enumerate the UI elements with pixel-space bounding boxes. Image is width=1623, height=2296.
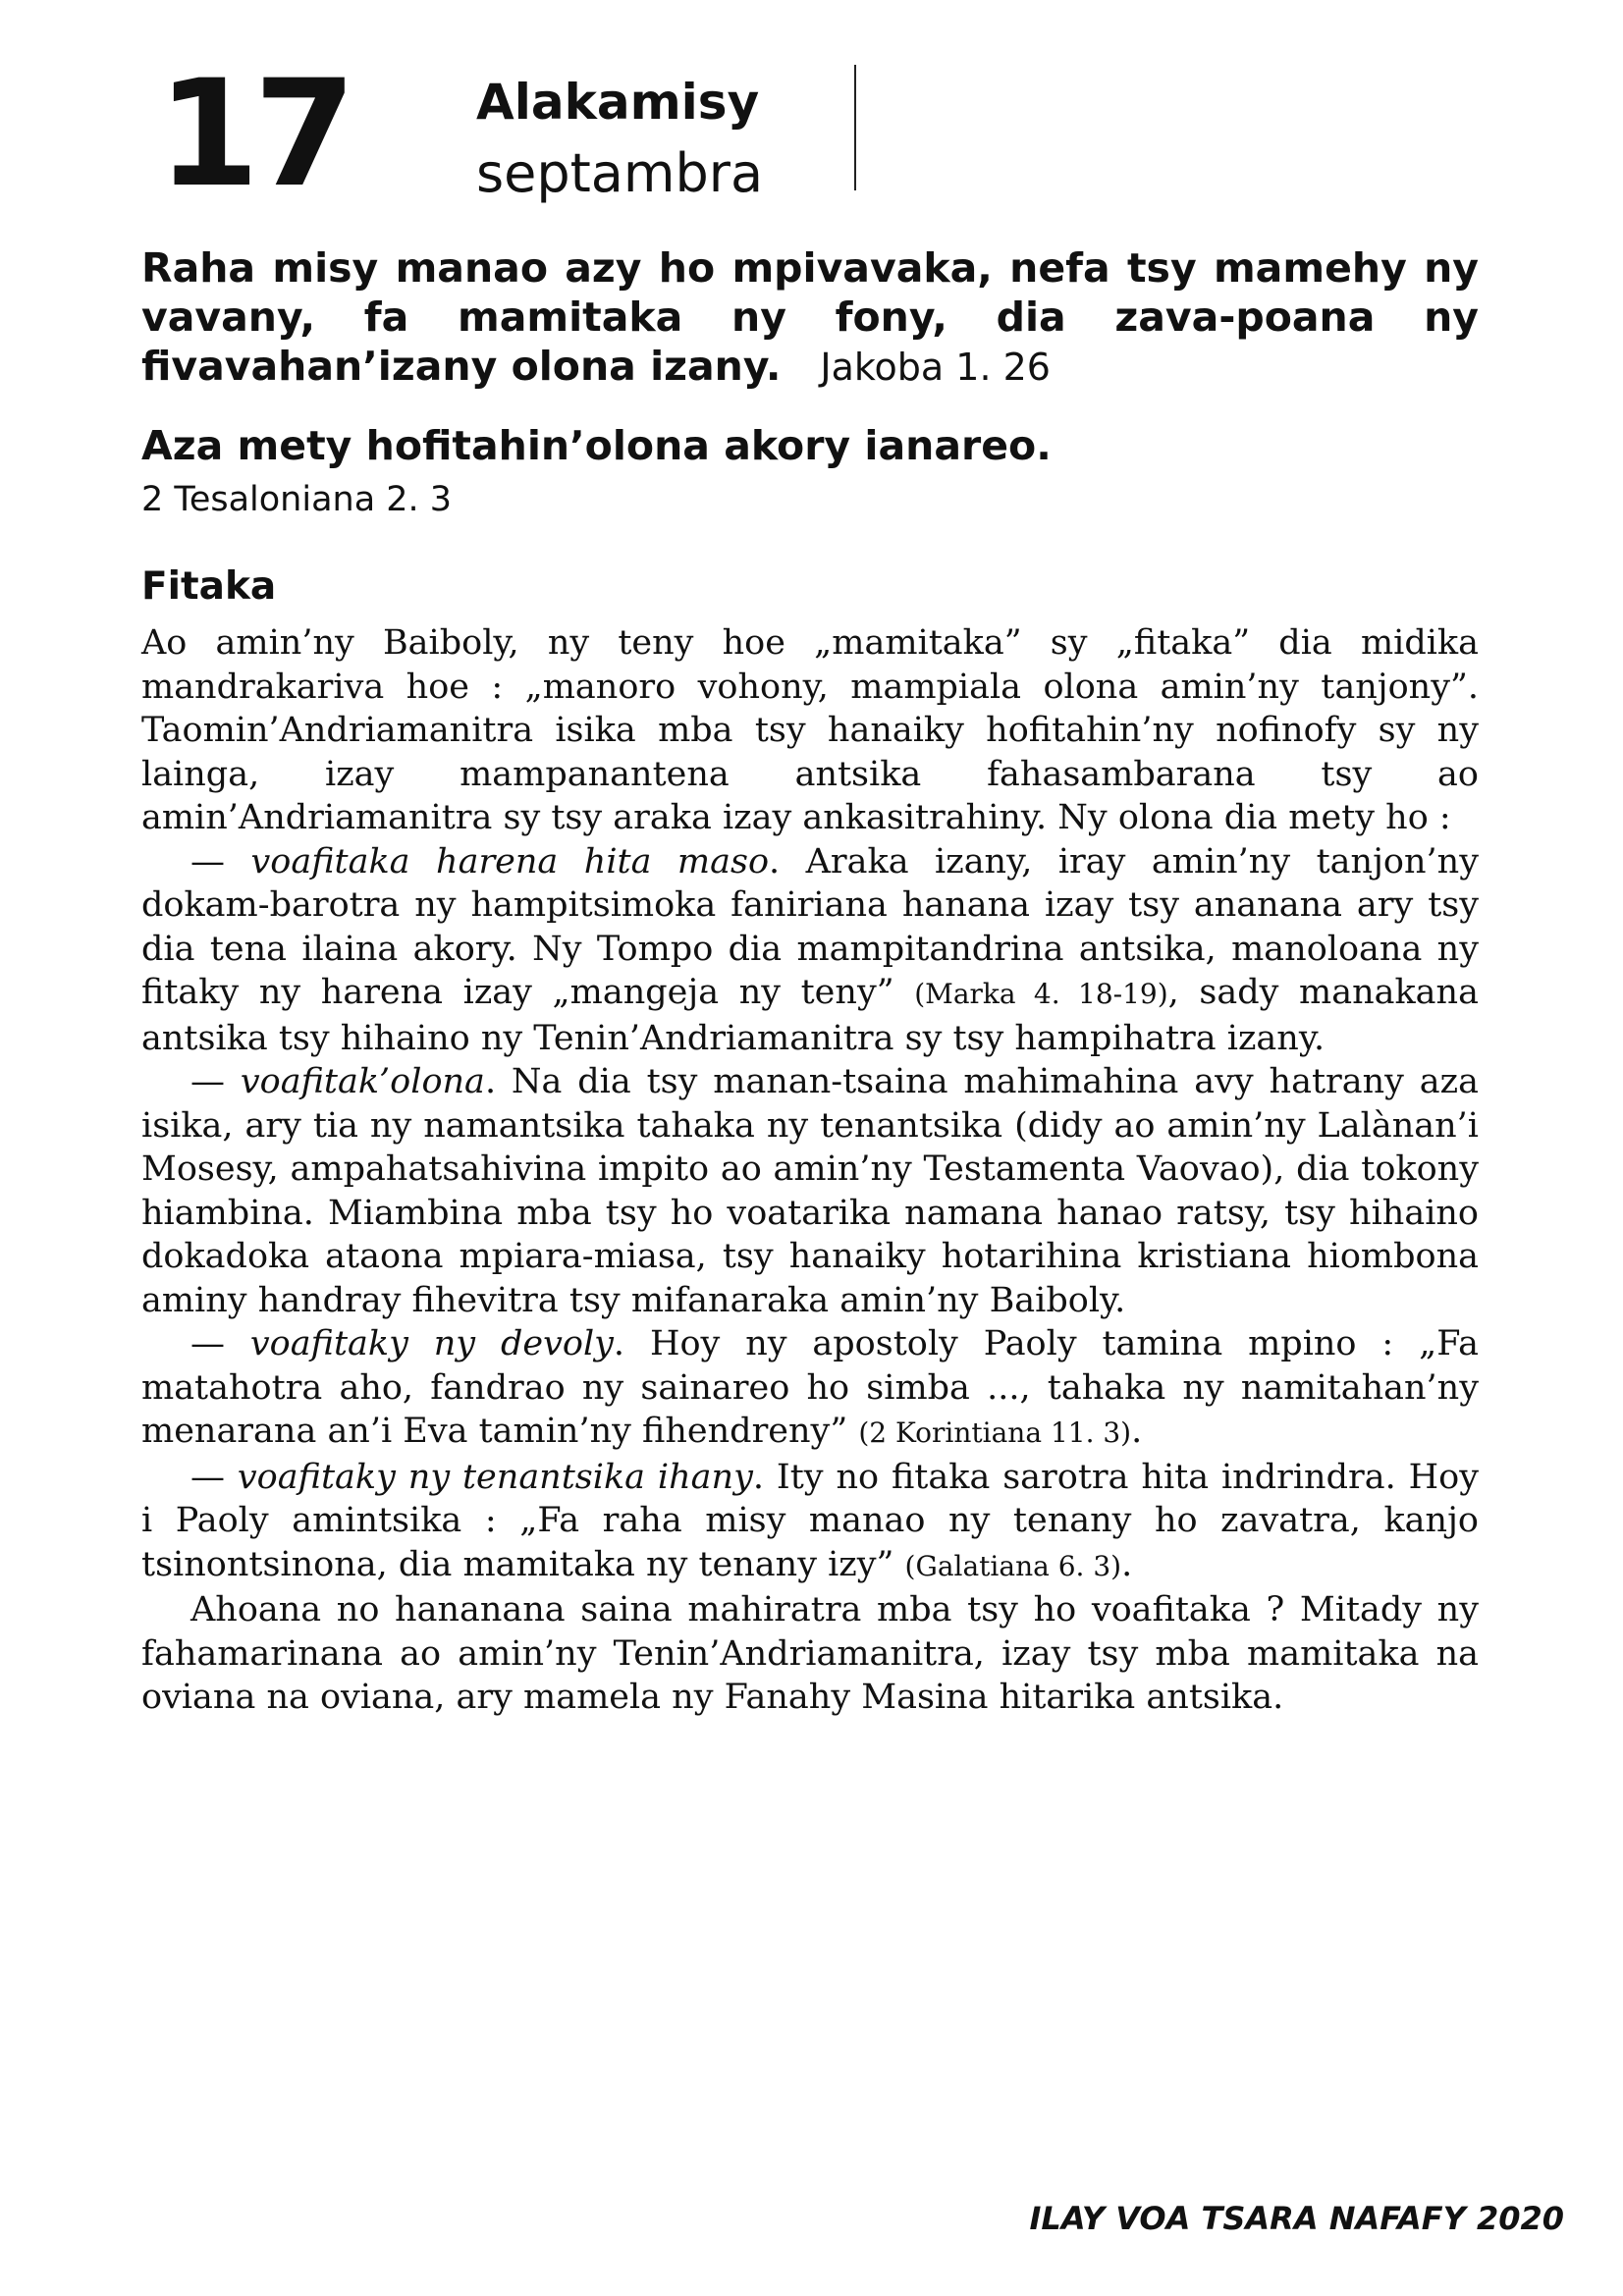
verse-1-reference: Jakoba 1. 26 [820,346,1051,389]
paragraph-2-emphasis: voafitaka harena hita maso [250,841,770,881]
paragraph-4-reference: (2 Korintiana 11. 3) [858,1416,1132,1449]
paragraph-5-reference: (Galatiana 6. 3) [904,1549,1122,1582]
verse-2-reference: 2 Tesaloniana 2. 3 [141,480,453,519]
devotional-body [141,621,1479,1720]
paragraph-4 [141,1322,1479,1456]
header-divider [854,65,856,190]
paragraph-3-text: . Na dia tsy manan-tsaina mahimahina avy hatrany aza isika, ary tia ny namantsika tahaka ny tenantsika (didy ao amin’ny Lalànan’i Mosesy, ampahatsahivina impito ao amin’ny Testamenta Vaovao), dia tokony hiambina. Miambina mba tsy ho voatarika namana hanao ratsy, tsy hihaino dokadoka ataona mpiara-miasa, tsy hanaiky hotarihina kristiana hiombona aminy handray fihevitra tsy mifanaraka amin’ny Baiboly. [141,1062,1479,1320]
month: septambra [476,142,764,204]
verse-2: Aza mety hofitahin’olona akory ianareo. [141,422,1052,469]
paragraph-2-text: . Araka izany, iray amin’ny tanjon’ny dokam-barotra ny hampitsimoka faniriana hanana izay tsy ananana ary tsy dia tena ilaina akory. Ny Tompo dia mampitandrina antsika, manoloana ny fitaky ny harena izay „mangeja ny teny” [141,841,1479,1012]
weekday: Alakamisy [476,74,760,131]
day-number: 17 [157,49,351,220]
footer-title: ILAY VOA TSARA NAFAFY 2020 [1029,2200,1564,2237]
dash: — [190,1457,225,1497]
paragraph-5-text: . Ity no fitaka sarotra hita indrindra. Hoy i Paoly amintsika : „Fa raha misy manao ny tenany ho zavatra, kanjo tsinontsinona, dia mamitaka ny tenany izy” [141,1457,1479,1584]
paragraph-6: Ahoana no hananana saina mahiratra mba tsy ho voafitaka ? Mitady ny fahamarinana ao amin’ny Tenin’Andriamanitra, izay tsy mba mamitaka na oviana na oviana, ary mamela ny Fanahy Masina hitarika antsika. [141,1590,1479,1717]
paragraph-4-emphasis: voafitaky ny devoly [249,1324,614,1363]
paragraph-4-text: . Hoy ny apostoly Paoly tamina mpino : „Fa matahotra aho, fandrao ny sainareo ho simba ..., tahaka ny namitahan’ny menarana an’i Eva tamin’ny fihendreny” [141,1324,1479,1451]
paragraph-1: Ao amin’ny Baiboly, ny teny hoe „mamitaka” sy „fitaka” dia midika mandrakariva hoe : „manoro vohony, mampiala olona amin’ny tanjony”. Taomin’Andriamanitra isika mba tsy hanaiky hofitahin’ny nofinofy sy ny lainga, izay mampanantena antsika fahasambarana tsy ao amin’Andriamanitra sy tsy araka izay ankasitrahiny. Ny olona dia mety ho : [141,623,1479,837]
dash: — [190,1324,225,1363]
verse-1 [141,243,1479,392]
paragraph-5 [141,1456,1479,1589]
paragraph-5-emphasis: voafitaky ny tenantsika ihany [237,1457,753,1497]
dash: — [190,841,225,881]
paragraph-2-text-end: , sady manakana antsika tsy hihaino ny Tenin’Andriamanitra sy tsy hampihatra izany. [141,973,1479,1058]
paragraph-2 [141,840,1479,1061]
section-heading: Fitaka [141,564,277,609]
dash: — [190,1062,225,1101]
paragraph-5-text-end: . [1121,1544,1133,1584]
paragraph-2-reference: (Marka 4. 18-19) [914,978,1168,1010]
paragraph-3 [141,1060,1479,1322]
paragraph-3-emphasis: voafitak’olona [240,1062,485,1101]
paragraph-4-text-end: . [1131,1412,1143,1451]
verse-1-text: Raha misy manao azy ho mpivavaka, nefa tsy mamehy ny vavany, fa mamitaka ny fony, dia zava-poana ny fivavahan’izany olona izany. [141,244,1479,390]
